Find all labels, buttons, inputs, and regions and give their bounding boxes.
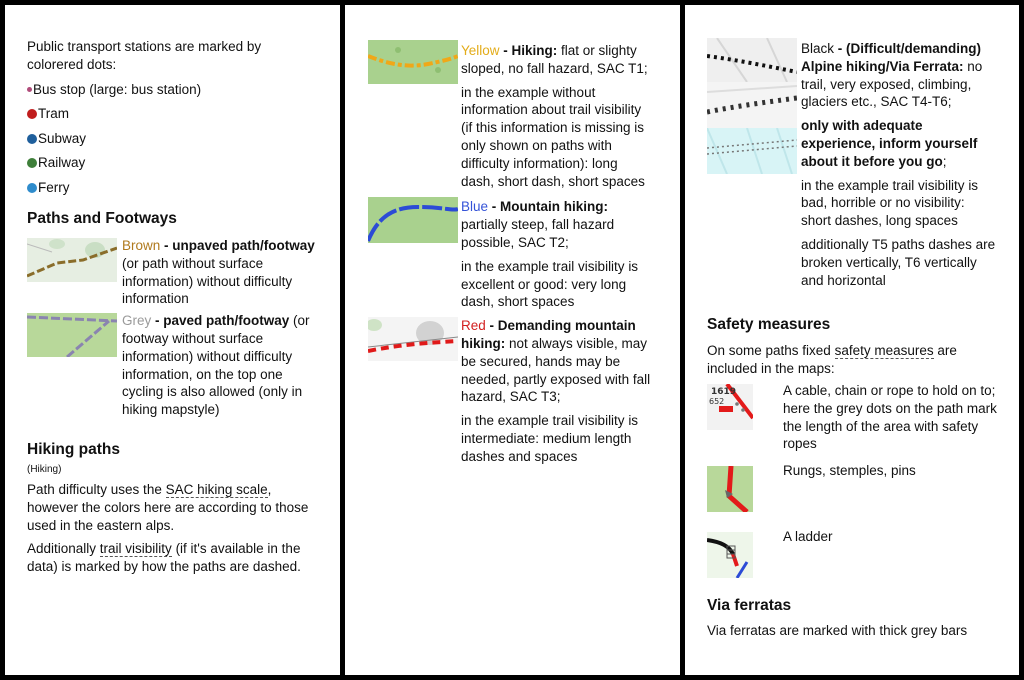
bus-stop-dot-icon <box>27 87 32 92</box>
legend-entry-grey <box>27 312 320 419</box>
t6-path-thumbnail <box>707 128 797 174</box>
grey-bold: - paved path/footway <box>151 313 290 329</box>
red-bold: - Demanding mountain hiking: <box>461 318 636 351</box>
red-description <box>461 317 654 406</box>
para2-start: Additionally <box>27 541 100 557</box>
cable-map-label-2: 652 <box>709 396 725 406</box>
cable-thumbnail <box>707 384 753 430</box>
safety-heading: Safety measures <box>707 316 831 334</box>
red-path-thumbnail <box>368 317 458 361</box>
ferry-dot-icon <box>27 183 37 193</box>
yellow-description <box>461 42 654 78</box>
black-note-1: in the example trail visibility is bad, horrible or no visibility: short dashes, long spaces <box>801 177 979 229</box>
safety-item-rungs <box>707 463 997 512</box>
yellow-bold: - Hiking: <box>499 43 558 58</box>
ladder-thumbnail <box>707 532 753 578</box>
safety-intro-start: On some paths fixed <box>707 343 835 359</box>
red-rest: not always visible, may be secured, hands may be needed, partly exposed with fall hazard, SAC T3; <box>461 335 651 405</box>
transport-intro: Public transport stations are marked by colorered dots: <box>27 39 262 72</box>
legend-column-1 <box>5 5 340 675</box>
legend-column-2 <box>345 5 680 675</box>
grey-path-thumbnail <box>27 313 117 357</box>
red-note: in the example trail visibility is intermediate: medium length dashes and spaces <box>461 413 639 464</box>
station-item <box>27 102 320 127</box>
yellow-rest: flat or slighty sloped, no fall hazard, SAC T1; <box>461 43 648 76</box>
legend-column-3 <box>685 5 1019 675</box>
blue-rest: partially steep, fall hazard possible, SAC T2; <box>461 217 615 250</box>
legend-entry-yellow <box>368 42 654 190</box>
black-note-2: additionally T5 paths dashes are broken vertically, T6 vertically and horizontal <box>801 236 996 288</box>
sac-scale-paragraph <box>27 481 320 534</box>
black-description <box>801 40 997 111</box>
subway-dot-icon <box>27 134 37 144</box>
black-thumbnails <box>707 38 797 174</box>
trail-visibility-paragraph <box>27 540 320 576</box>
hiking-heading: Hiking paths <box>27 441 121 459</box>
tram-dot-icon <box>27 109 37 119</box>
brown-path-thumbnail <box>27 238 117 282</box>
station-item <box>27 151 320 176</box>
black-warning-bold: only with adequate experience, inform yourself about it before you go <box>801 118 978 169</box>
black-color-word: Black <box>801 41 835 56</box>
para1-start: Path difficulty uses the <box>27 482 166 498</box>
legend-entry-brown <box>27 237 320 308</box>
safety-intro <box>707 342 997 378</box>
black-bold: - (Difficult/demanding) Alpine hiking/Via Ferrata: <box>801 41 981 74</box>
grey-rest: (or footway without surface information) without difficulty information, on the top one cycling is also allowed (only in hiking mapstyle) <box>122 313 310 418</box>
black-warning-suffix: ; <box>942 153 947 169</box>
station-item <box>27 176 320 201</box>
brown-bold: - unpaved path/footway <box>160 238 315 254</box>
via-ferratas-heading: Via ferratas <box>707 597 792 615</box>
railway-dot-icon <box>27 158 37 168</box>
blue-color-word: Blue <box>461 199 489 215</box>
station-label: Ferry <box>38 179 70 195</box>
black-warning <box>801 117 997 170</box>
via-ferratas-text: Via ferratas are marked with thick grey bars <box>707 623 968 639</box>
black-rest: no trail, very exposed, climbing, glaciers etc., SAC T4-T6; <box>801 58 983 110</box>
brown-color-word: Brown <box>122 238 161 254</box>
station-label: Railway <box>38 155 86 171</box>
para2-end: (if it's available in the data) is marked by how the paths are dashed. <box>27 541 301 575</box>
legend-entry-black <box>707 40 997 289</box>
cable-map-label-1: 1619 <box>711 386 737 397</box>
station-item <box>27 78 320 103</box>
yellow-note: in the example without information about trail visibility (if this information is missing is only shown on paths with difficulty information): long dash, short dash, short spaces <box>461 84 645 189</box>
hiking-subheading: (Hiking) <box>27 464 62 476</box>
brown-rest: (or path without surface information) without difficulty information <box>122 255 293 307</box>
yellow-path-thumbnail <box>368 40 458 84</box>
grey-description <box>122 312 320 419</box>
blue-note: in the example trail visibility is excellent or good: very long dash, short spaces <box>461 258 639 310</box>
t5-path-thumbnail <box>707 82 797 128</box>
station-label: Subway <box>38 130 87 146</box>
t4-path-thumbnail <box>707 38 797 82</box>
station-label: Bus stop (large: bus station) <box>33 81 202 97</box>
blue-bold: - Mountain hiking: <box>488 199 609 215</box>
rungs-thumbnail <box>707 466 753 512</box>
rungs-description: Rungs, stemples, pins <box>783 463 916 479</box>
trail-visibility-link[interactable]: trail visibility <box>99 541 172 557</box>
yellow-color-word: Yellow <box>461 43 500 58</box>
grey-color-word: Grey <box>122 313 152 329</box>
para1-end: , however the colors here are according to those used in the eastern alps. <box>27 482 309 533</box>
safety-measures-link[interactable]: safety measures <box>834 343 934 359</box>
safety-intro-end: are included in the maps: <box>707 343 957 377</box>
station-list <box>27 78 320 201</box>
safety-item-cable <box>707 384 997 453</box>
legend-entry-blue <box>368 198 654 311</box>
red-color-word: Red <box>461 318 486 334</box>
brown-description <box>122 237 320 308</box>
ladder-description: A ladder <box>783 529 833 545</box>
safety-item-ladder <box>707 529 997 578</box>
cable-description: A cable, chain or rope to hold on to; here the grey dots on the path mark the length of the area with safety ropes <box>783 382 997 452</box>
blue-description <box>461 198 654 251</box>
blue-path-thumbnail <box>368 197 458 243</box>
station-item <box>27 127 320 152</box>
paths-heading: Paths and Footways <box>27 210 177 228</box>
legend-entry-red <box>368 317 654 465</box>
sac-hiking-scale-link[interactable]: SAC hiking scale <box>165 482 268 498</box>
station-label: Tram <box>38 106 69 122</box>
